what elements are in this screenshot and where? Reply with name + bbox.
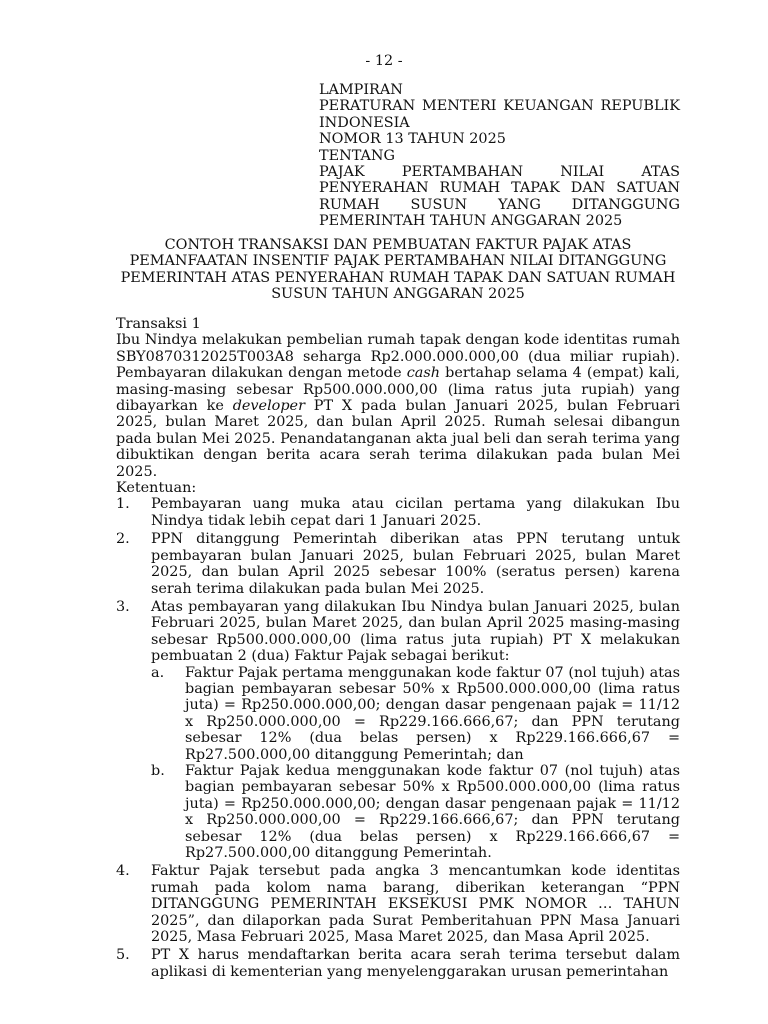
list-item <box>116 531 680 597</box>
list-item <box>116 496 680 529</box>
sub-list-item-text: Faktur Pajak pertama menggunakan kode faktur 07 (nol tujuh) atas bagian pembayaran sebesar 50% x Rp500.000.000,00 (lima ratus juta) = Rp250.000.000,00; dengan dasar pengenaan pajak = 11/12 x Rp250.000.000,00 = Rp229.166.666,67; dan PPN terutang sebesar 12% (dua belas persen) x Rp229.166.666,67 = Rp27.500.000,00 ditanggung Pemerintah; dan <box>185 664 680 763</box>
lampiran-line: PEMERINTAH TAHUN ANGGARAN 2025 <box>319 213 623 230</box>
list-item-number: 1. <box>116 496 130 513</box>
paragraph-italic-cash: cash <box>406 365 441 382</box>
lampiran-line: LAMPIRAN <box>319 82 403 98</box>
heading-line: CONTOH TRANSAKSI DAN PEMBUATAN FAKTUR PAJAK ATAS <box>164 237 632 253</box>
document-heading <box>116 237 680 303</box>
heading-line: PEMANFAATAN INSENTIF PAJAK PERTAMBAHAN NILAI DITANGGUNG <box>129 253 667 270</box>
sub-list-item <box>151 665 680 763</box>
lampiran-line: RUMAH SUSUN YANG DITANGGUNG <box>319 196 680 213</box>
ketentuan-list <box>116 496 680 980</box>
lampiran-line: PERATURAN MENTERI KEUANGAN REPUBLIK <box>319 98 680 115</box>
sub-list-item <box>151 763 680 861</box>
list-item-number: 3. <box>116 598 130 615</box>
list-item-number: 4. <box>116 863 130 880</box>
sub-list-item-number: a. <box>151 664 165 681</box>
document-body <box>116 316 680 980</box>
lampiran-line: TENTANG <box>319 147 395 164</box>
list-item-number: 2. <box>116 531 130 548</box>
paragraph-italic-developer: developer <box>232 398 305 415</box>
paragraph-text: bertahap selama 4 (empat) kali, masing-masing sebesar Rp500.000.000,00 (lima ratus juta rupiah) yang dibayarkan ke <box>116 365 680 415</box>
list-item-text: Pembayaran uang muka atau cicilan pertama yang dilakukan Ibu Nindya tidak lebih cepat dari 1 Januari 2025. <box>151 496 680 529</box>
sub-list-item-text: Faktur Pajak kedua menggunakan kode faktur 07 (nol tujuh) atas bagian pembayaran sebesar 50% x Rp500.000.000,00 (lima ratus juta) = Rp250.000.000,00; dengan dasar pengenaan pajak = 11/12 x Rp250.000.000,00 = Rp229.166.666,67; dan PPN terutang sebesar 12% (dua belas persen) x Rp229.166.666,67 = Rp27.500.000,00 ditanggung Pemerintah. <box>185 762 680 861</box>
list-item <box>116 599 680 862</box>
transaksi-title: Transaksi 1 <box>116 316 201 332</box>
lampiran-line: PAJAK PERTAMBAHAN NILAI ATAS <box>319 164 680 181</box>
paragraph-text: PT X pada bulan Januari 2025, bulan Februari 2025, bulan Maret 2025, dan bulan April 2025. Rumah selesai dibangun pada bulan Mei 2025. Penandatanganan akta jual beli dan serah terima yang dibuktikan dengan berita acara serah terima dilakukan pada bulan Mei 2025. <box>116 398 680 480</box>
ketentuan-title: Ketentuan: <box>116 480 197 497</box>
sub-list-item-number: b. <box>151 762 165 779</box>
page-number: - 12 - <box>365 53 403 69</box>
list-item <box>116 863 680 945</box>
list-item-text: Atas pembayaran yang dilakukan Ibu Nindya bulan Januari 2025, bulan Februari 2025, bulan Maret 2025, dan bulan April 2025 masing-masing sebesar Rp500.000.000,00 (lima ratus juta rupiah) PT X melakukan pembuatan 2 (dua) Faktur Pajak sebagai berikut: <box>151 598 680 665</box>
list-item-body <box>151 599 680 862</box>
list-item <box>116 947 680 980</box>
lampiran-line: INDONESIA <box>319 114 410 131</box>
heading-line: PEMERINTAH ATAS PENYERAHAN RUMAH TAPAK DAN SATUAN RUMAH <box>120 269 676 286</box>
transaksi-paragraph <box>116 332 680 480</box>
lampiran-line: PENYERAHAN RUMAH TAPAK DAN SATUAN <box>319 180 680 197</box>
list-item-number: 5. <box>116 947 130 964</box>
lampiran-line: NOMOR 13 TAHUN 2025 <box>319 131 506 148</box>
list-item-text: PT X harus mendaftarkan berita acara serah terima tersebut dalam aplikasi di kementerian yang menyelenggarakan urusan pemerintahan <box>151 947 680 980</box>
heading-line: SUSUN TAHUN ANGGARAN 2025 <box>271 286 525 303</box>
list-item-text: Faktur Pajak tersebut pada angka 3 mencantumkan kode identitas rumah pada kolom nama barang, diberikan keterangan “PPN DITANGGUNG PEMERINTAH EKSEKUSI PMK NOMOR … TAHUN 2025”, dan dilaporkan pada Surat Pemberitahuan PPN Masa Januari 2025, Masa Februari 2025, Masa Maret 2025, dan Masa April 2025. <box>151 863 680 946</box>
list-item-text: PPN ditanggung Pemerintah diberikan atas PPN terutang untuk pembayaran bulan Januari 2025, bulan Februari 2025, bulan Maret 2025, dan bulan April 2025 sebesar 100% (seratus persen) karena serah terima dilakukan pada bulan Mei 2025. <box>151 531 680 597</box>
paragraph-text: Ibu Nindya melakukan pembelian rumah tapak dengan kode identitas rumah SBY0870312025T003A8 seharga Rp2.000.000.000,00 (dua miliar rupiah). Pembayaran dilakukan dengan metode <box>116 332 680 382</box>
lampiran-block <box>319 82 680 230</box>
